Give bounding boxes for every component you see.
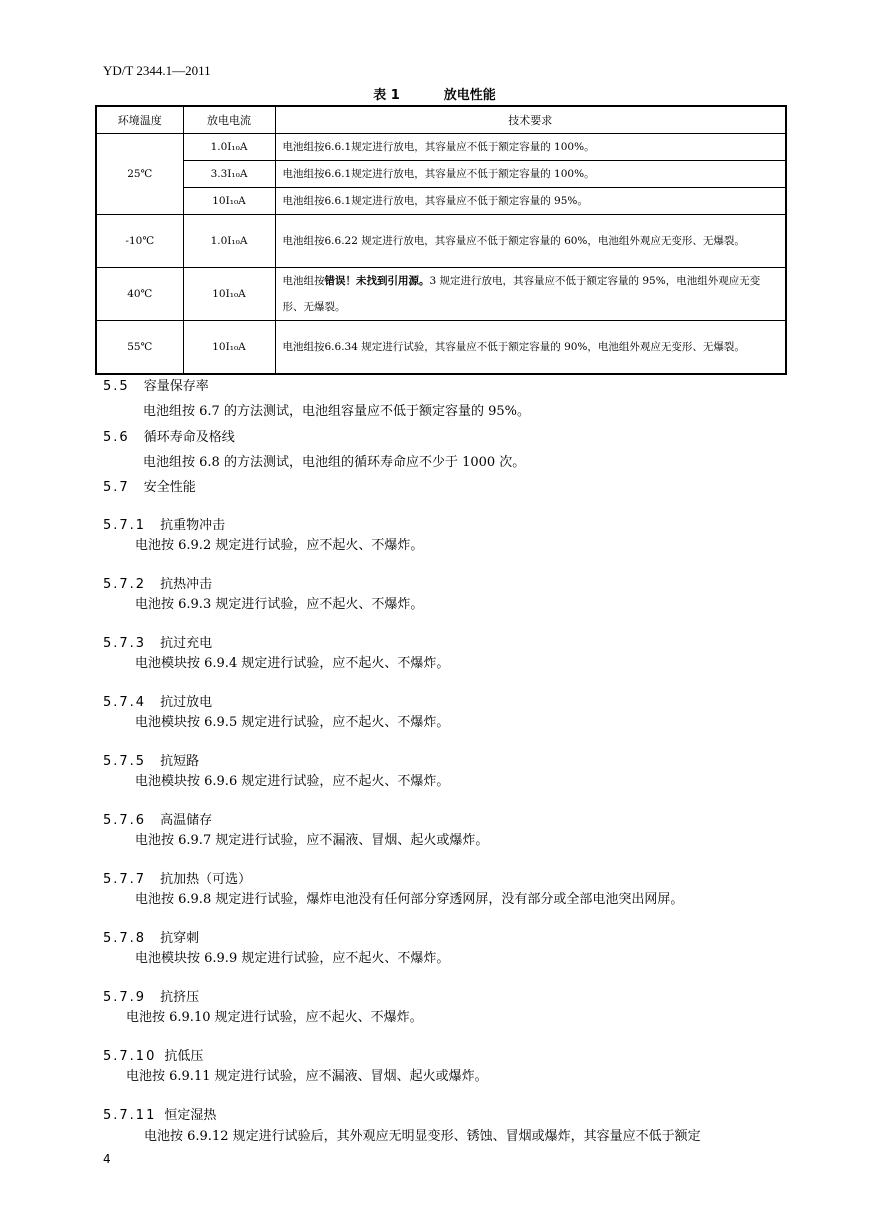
section-number: 5.7.9 bbox=[103, 990, 147, 1005]
section-heading bbox=[103, 868, 251, 887]
section-number: 5.7 bbox=[103, 480, 130, 495]
section-heading bbox=[103, 986, 199, 1005]
table-row bbox=[96, 215, 786, 268]
header-current: 放电电流 bbox=[183, 106, 275, 134]
section-number: 5.7.1 bbox=[103, 518, 147, 533]
section-number: 5.7.10 bbox=[103, 1049, 157, 1064]
section-text: 电池模块按 6.9.9 规定进行试验，应不起火、不爆炸。 bbox=[135, 951, 450, 966]
section-text: 电池按 6.9.3 规定进行试验，应不起火、不爆炸。 bbox=[135, 597, 424, 612]
section-heading bbox=[103, 1104, 216, 1123]
section-text: 电池按 6.9.7 规定进行试验，应不漏液、冒烟、起火或爆炸。 bbox=[135, 833, 489, 848]
cell-requirement: 电池组按6.6.1规定进行放电，其容量应不低于额定容量的 95%。 bbox=[275, 188, 786, 215]
cell-current: 10I₁₀A bbox=[183, 188, 275, 215]
section-number: 5.6 bbox=[103, 430, 130, 445]
section-text: 电池模块按 6.9.4 规定进行试验，应不起火、不爆炸。 bbox=[135, 656, 450, 671]
requirement-suffix: 3 规定进行放电，其容量应不低于额定容量的 95%，电池组外观应无变形、无爆裂。 bbox=[282, 275, 761, 313]
section-title: 抗热冲击 bbox=[160, 577, 213, 592]
section-heading bbox=[103, 375, 209, 394]
table-row bbox=[96, 161, 786, 188]
section-heading bbox=[103, 514, 225, 533]
table-row bbox=[96, 268, 786, 321]
section-text: 电池按 6.9.11 规定进行试验，应不漏液、冒烟、起火或爆炸。 bbox=[126, 1069, 488, 1084]
cell-current: 10I₁₀A bbox=[183, 321, 275, 375]
section-title: 抗挤压 bbox=[160, 990, 200, 1005]
section-title: 抗过放电 bbox=[160, 695, 213, 710]
reference-error-text: 错误！未找到引用源。 bbox=[324, 275, 430, 287]
section-title: 安全性能 bbox=[143, 480, 196, 495]
section-heading bbox=[103, 691, 212, 710]
section-title: 抗低压 bbox=[164, 1049, 204, 1064]
table-row bbox=[96, 188, 786, 215]
section-number: 5.7.3 bbox=[103, 636, 147, 651]
section-number: 5.7.6 bbox=[103, 813, 147, 828]
section-number: 5.7.4 bbox=[103, 695, 147, 710]
section-title: 抗重物冲击 bbox=[160, 518, 226, 533]
document-code: YD/T 2344.1—2011 bbox=[103, 63, 211, 78]
cell-requirement: 电池组按6.6.1规定进行放电，其容量应不低于额定容量的 100%。 bbox=[275, 161, 786, 188]
section-title: 循环寿命及格线 bbox=[143, 430, 235, 445]
section-title: 高温储存 bbox=[160, 813, 213, 828]
section-heading bbox=[103, 573, 212, 592]
section-heading bbox=[103, 809, 212, 828]
section-heading bbox=[103, 750, 199, 769]
section-number: 5.7.2 bbox=[103, 577, 147, 592]
page-number: 4 bbox=[103, 1152, 111, 1166]
section-text: 电池按 6.9.8 规定进行试验，爆炸电池没有任何部分穿透网屏，没有部分或全部电池突出网屏。 bbox=[135, 892, 684, 907]
section-heading bbox=[103, 426, 235, 445]
table-row bbox=[96, 134, 786, 161]
section-number: 5.7.8 bbox=[103, 931, 147, 946]
cell-temperature: 40℃ bbox=[96, 268, 183, 321]
section-text: 电池组按 6.7 的方法测试，电池组容量应不低于额定容量的 95%。 bbox=[143, 404, 530, 419]
section-text: 电池组按 6.8 的方法测试，电池组的循环寿命应不少于 1000 次。 bbox=[143, 455, 526, 470]
table-label: 表 1 bbox=[373, 88, 400, 103]
table-row bbox=[96, 321, 786, 375]
section-title: 恒定湿热 bbox=[164, 1108, 217, 1123]
cell-current: 1.0I₁₀A bbox=[183, 134, 275, 161]
section-heading bbox=[103, 927, 199, 946]
section-text: 电池模块按 6.9.5 规定进行试验，应不起火、不爆炸。 bbox=[135, 715, 450, 730]
section-text: 电池按 6.9.2 规定进行试验，应不起火、不爆炸。 bbox=[135, 538, 424, 553]
section-number: 5.5 bbox=[103, 379, 130, 394]
cell-requirement: 电池组按6.6.34 规定进行试验，其容量应不低于额定容量的 90%，电池组外观应无变形、无爆裂。 bbox=[275, 321, 786, 375]
section-heading bbox=[103, 476, 196, 495]
section-heading bbox=[103, 632, 212, 651]
table-header-row bbox=[96, 106, 786, 134]
section-title: 抗过充电 bbox=[160, 636, 213, 651]
table-caption bbox=[0, 84, 869, 103]
section-text: 电池按 6.9.10 规定进行试验，应不起火、不爆炸。 bbox=[126, 1010, 423, 1025]
cell-temperature: -10℃ bbox=[96, 215, 183, 268]
section-title: 抗短路 bbox=[160, 754, 200, 769]
discharge-performance-table bbox=[95, 105, 787, 375]
section-title: 容量保存率 bbox=[143, 379, 209, 394]
cell-current: 3.3I₁₀A bbox=[183, 161, 275, 188]
cell-requirement: 电池组按6.6.1规定进行放电，其容量应不低于额定容量的 100%。 bbox=[275, 134, 786, 161]
section-heading bbox=[103, 1045, 203, 1064]
header-requirement: 技术要求 bbox=[275, 106, 786, 134]
cell-temperature: 55℃ bbox=[96, 321, 183, 375]
section-number: 5.7.5 bbox=[103, 754, 147, 769]
section-text: 电池按 6.9.12 规定进行试验后，其外观应无明显变形、锈蚀、冒烟或爆炸，其容量应不低于额定 bbox=[144, 1129, 701, 1144]
section-title: 抗加热（可选） bbox=[160, 872, 252, 887]
cell-current: 10I₁₀A bbox=[183, 268, 275, 321]
requirement-prefix: 电池组按 bbox=[282, 275, 325, 287]
cell-requirement: 电池组按6.6.22 规定进行放电，其容量应不低于额定容量的 60%，电池组外观应无变形、无爆裂。 bbox=[275, 215, 786, 268]
section-title: 抗穿刺 bbox=[160, 931, 200, 946]
section-number: 5.7.7 bbox=[103, 872, 147, 887]
section-text: 电池模块按 6.9.6 规定进行试验，应不起火、不爆炸。 bbox=[135, 774, 450, 789]
cell-current: 1.0I₁₀A bbox=[183, 215, 275, 268]
cell-temperature: 25℃ bbox=[96, 134, 183, 215]
section-number: 5.7.11 bbox=[103, 1108, 157, 1123]
cell-requirement bbox=[275, 268, 786, 321]
table-title: 放电性能 bbox=[443, 88, 496, 103]
header-temperature: 环境温度 bbox=[96, 106, 183, 134]
